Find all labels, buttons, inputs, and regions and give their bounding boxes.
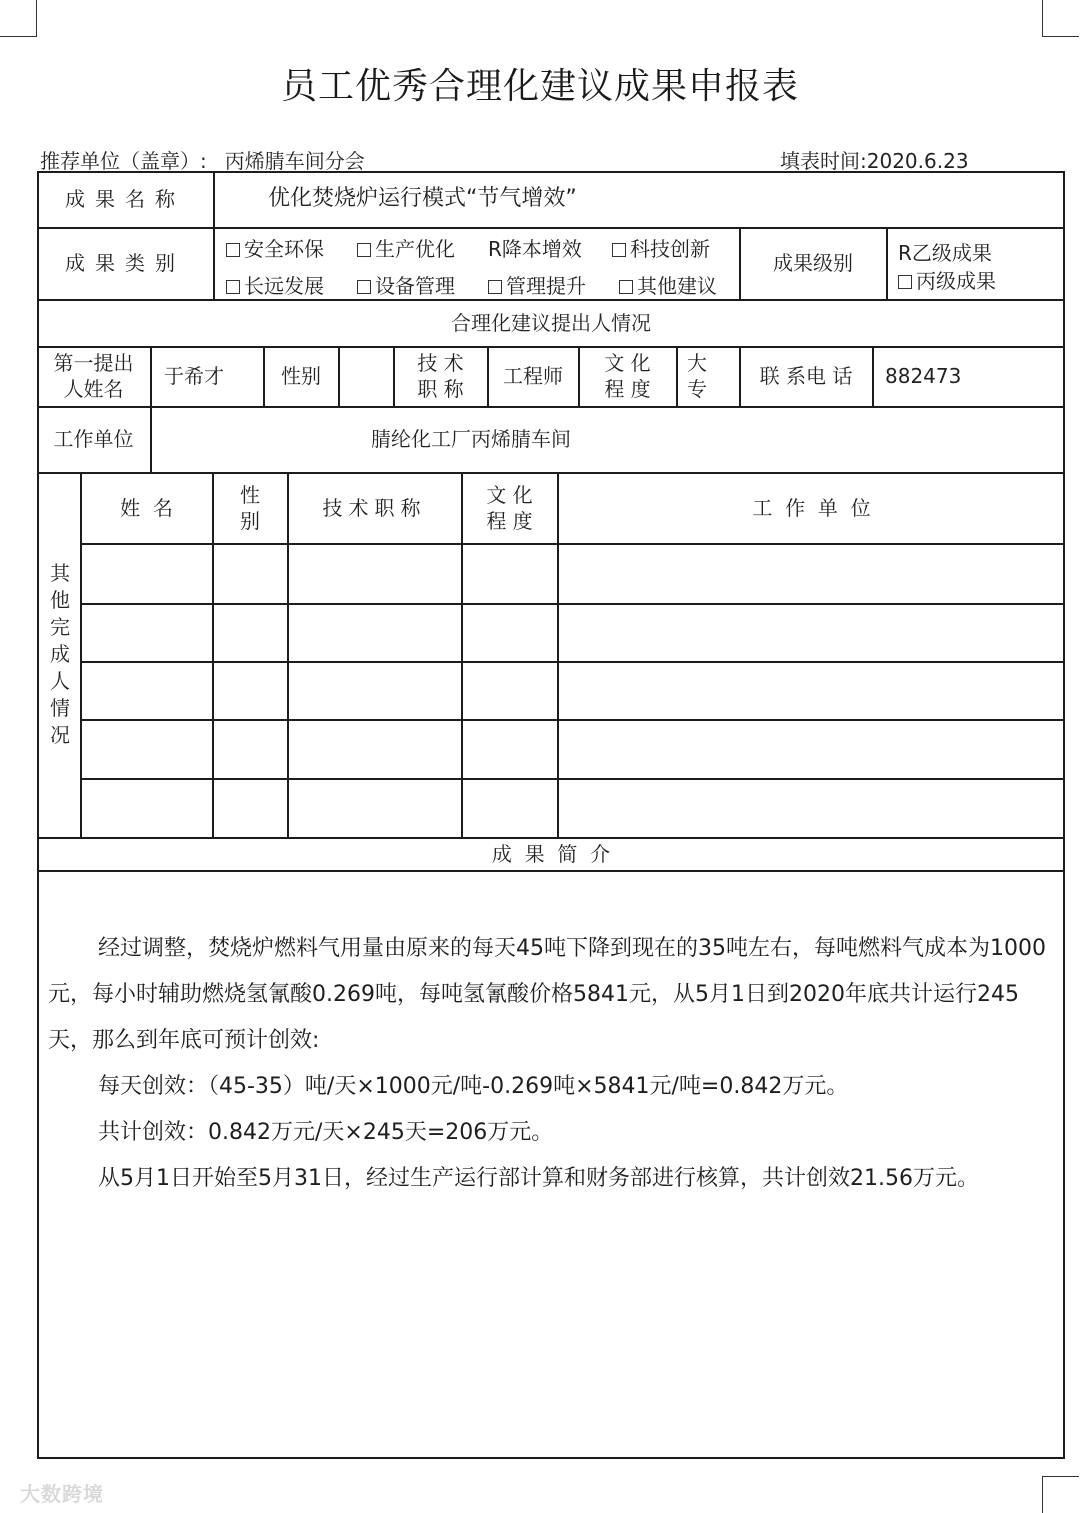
result-level-label: 成果级别 — [773, 251, 853, 275]
row-divider — [80, 603, 1065, 605]
category-option-tech-innovation[interactable]: 科技创新 — [612, 233, 710, 262]
work-unit-value: 腈纶化工厂丙烯腈车间 — [371, 427, 571, 451]
fill-date-value: 2020.6.23 — [866, 149, 969, 173]
summary-title: 成 果 简 介 — [491, 841, 611, 866]
row-divider — [80, 719, 1065, 721]
col-header-work-unit: 工 作 单 位 — [752, 495, 871, 520]
category-option-management[interactable]: 管理提升 — [488, 270, 586, 299]
gender-value — [339, 346, 393, 406]
category-option-safety[interactable]: 安全环保 — [226, 233, 324, 262]
result-name-label: 成果名称 — [65, 187, 185, 211]
recommend-unit-value: 丙烯腈车间分会 — [224, 149, 365, 173]
level-option-c[interactable]: 丙级成果 — [898, 265, 996, 294]
work-unit-label: 工作单位 — [53, 427, 134, 451]
corner-mark-bottom-right — [1042, 1476, 1079, 1513]
row-divider — [80, 661, 1065, 663]
summary-paragraph: 每天创效：（45-35）吨/天×1000元/吨-0.269吨×5841元/吨=0.842万元。 — [98, 1074, 849, 1099]
category-option-equipment[interactable]: 设备管理 — [357, 270, 455, 299]
row-divider — [80, 778, 1065, 780]
result-name-value: 优化焚烧炉运行模式“节气增效” — [268, 185, 577, 211]
phone-value: 882473 — [885, 364, 962, 388]
checkbox-icon[interactable] — [357, 243, 371, 257]
education-value: 大 专 — [687, 351, 707, 401]
result-category-label: 成果类别 — [65, 251, 185, 275]
fill-date-label: 填表时间: — [780, 149, 867, 173]
checkbox-icon[interactable] — [226, 243, 240, 257]
summary-paragraph: 经过调整，焚烧炉燃料气用量由原来的每天45吨下降到现在的35吨左右，每吨燃料气成本为1000元，每小时辅助燃烧氢氰酸0.269吨，每吨氢氰酸价格5841元，从5月1日到2020年底共计运行245天，那么到年底可预计创效: — [48, 936, 1046, 1053]
col-header-gender: 性 别 — [240, 482, 260, 533]
checkbox-icon[interactable] — [226, 280, 240, 294]
col-divider — [872, 346, 874, 406]
category-option-other[interactable]: 其他建议 — [619, 270, 717, 299]
summary-paragraph: 共计创效：0.842万元/天×245天=206万元。 — [98, 1120, 554, 1145]
category-option-cost-reduction[interactable]: R降本增效 — [488, 237, 582, 261]
col-header-name: 姓 名 — [120, 495, 173, 520]
education-label: 文 化 程 度 — [604, 351, 651, 401]
summary-paragraph: 从5月1日开始至5月31日，经过生产运行部计算和财务部进行核算，共计创效21.56万元。 — [98, 1166, 979, 1191]
level-option-b[interactable]: R乙级成果 — [898, 241, 992, 265]
watermark: 大数跨境 — [20, 1482, 104, 1506]
recommend-unit — [40, 145, 365, 174]
col-divider — [213, 171, 215, 299]
proposer-section-title: 合理化建议提出人情况 — [451, 310, 651, 335]
checkbox-icon[interactable] — [357, 280, 371, 294]
other-contributors-label: 其 他 完 成 人 情 况 — [50, 561, 70, 747]
first-proposer-label: 第一提出 人姓名 — [53, 351, 134, 401]
checkbox-icon[interactable] — [619, 280, 633, 294]
first-proposer-name: 于希才 — [164, 364, 224, 388]
col-divider — [886, 227, 888, 299]
category-option-long-term[interactable]: 长远发展 — [226, 270, 324, 299]
tech-title-value: 工程师 — [503, 364, 563, 388]
row-divider — [37, 870, 1065, 872]
page-title: 员工优秀合理化建议成果申报表 — [280, 66, 799, 107]
fill-date — [780, 145, 969, 174]
tech-title-label: 技 术 职 称 — [417, 351, 464, 401]
row-divider — [80, 543, 1065, 545]
checkbox-icon[interactable] — [612, 243, 626, 257]
checkbox-icon[interactable] — [488, 280, 502, 294]
checked-mark[interactable]: R — [488, 237, 502, 261]
checked-mark[interactable]: R — [898, 241, 912, 265]
phone-label: 联 系电 话 — [759, 364, 853, 388]
summary-body — [48, 926, 1056, 1202]
corner-mark-top-left — [0, 0, 37, 37]
col-header-tech-title: 技术职称 — [322, 495, 427, 520]
category-option-production[interactable]: 生产优化 — [357, 233, 455, 262]
col-header-education: 文 化 程 度 — [486, 482, 533, 533]
corner-mark-top-right — [1042, 0, 1079, 37]
recommend-unit-label: 推荐单位（盖章）: — [40, 149, 207, 173]
checkbox-icon[interactable] — [898, 275, 912, 289]
gender-label: 性别 — [281, 364, 321, 388]
